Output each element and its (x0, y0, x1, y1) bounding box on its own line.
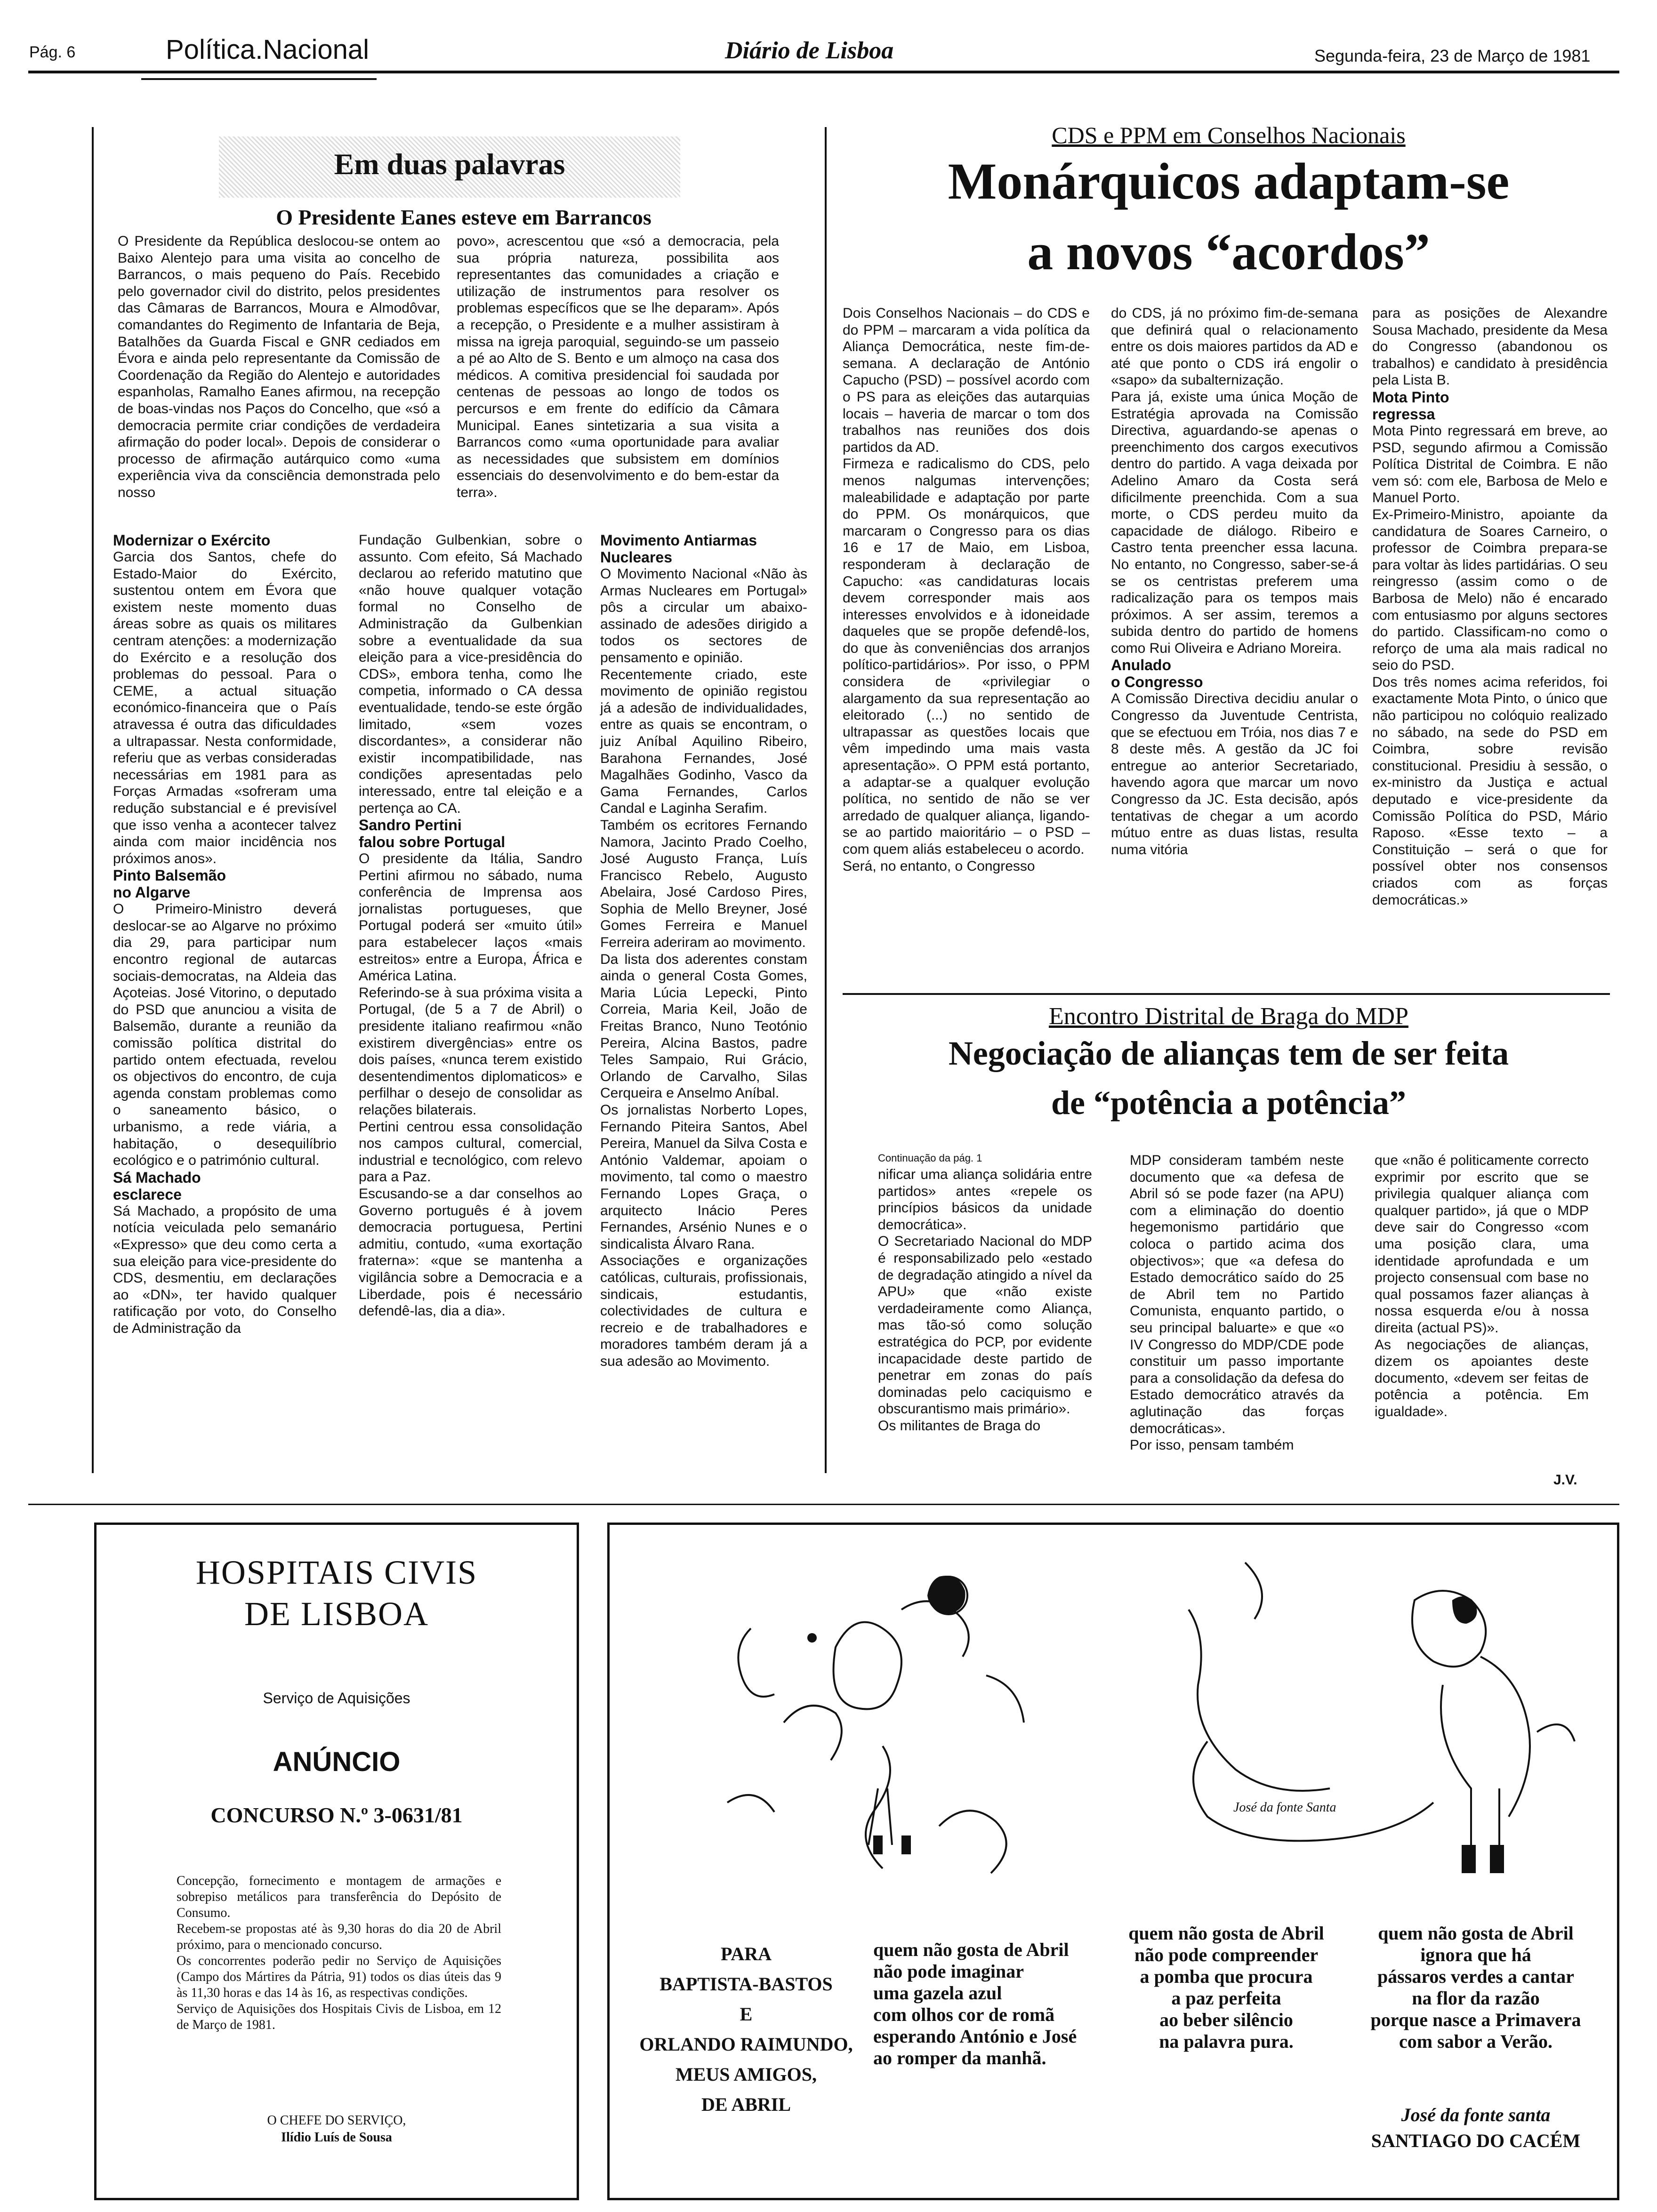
author-initials: J.V. (1553, 1472, 1577, 1488)
paragraph: A Comissão Directiva decidiu anular o Congresso da Juventude Centrista, que se efectuou em Tróia, nos dias 7 e 8 deste mês. A gestão da JC foi entregue ao anterior Secretariado, havendo agora que marcar um novo Congresso da JC. Esta decisão, após tentativas de chegar a um acordo mútuo entre as duas listas, resulta numa vitória (1111, 691, 1358, 858)
mdp-kicker: Encontro Distrital de Braga do MDP (1049, 1003, 1408, 1030)
article-headline: O Presidente Eanes esteve em Barrancos (276, 205, 652, 229)
drawing-signature: José da fonte Santa (1233, 1800, 1336, 1815)
cds-headline-line1: Monárquicos adaptam-se (948, 152, 1510, 210)
cds-column-1: Dois Conselhos Nacionais – do CDS e do PPM – marcaram a vida política da Aliança Democrática, neste fim-de-semana. A declaração de António Capucho (PSD) – possível acordo com o PS para as eleições das autarquias locais – haveria de marcar o tom dos trabalhos nas reuniões dos dois partidos da AD. Firmeza e radicalismo do CDS, pelo menos nalgumas intervenções; maleabilidade e adaptação por parte do PPM. Os monárquicos, que marcaram o Congresso para os dias 16 e 17 de Maio, em Lisboa, responderam à declaração de Capucho: «as candidaturas locais devem corresponder mais aos interesses envolvidos e à idoneidade daqueles que se propõe defendê-los, do que às conveniências dos arranjos político-partidários». Por isso, o PPM considera de «privilegiar o alargamento da sua representação ao eleitorado (...) no sentido de ultrapassar as questões locais que vêm impedindo uma mais vasta apresentação». O PPM está portanto, a adaptar-se a qualquer evolução política, no sentido de não se ver arredado de qualquer aliança, ligando-se ao partido maioritário – o PSD – com quem aliás estabeleceu o acordo. Será, no entanto, o Congresso (843, 305, 1090, 874)
intro-col2: povo», acrescentou que «só a democracia, pela sua própria natureza, possibilita aos representantes das comunidades a criação e utilização de instrumentos para resolver os problemas específicos que se lhe deparam». Após a recepção, o Presidente e a mulher assistiram à missa na igreja paroquial, seguindo-se um passeio a pé ao Alto de S. Bento e um almoço na casa dos médicos. A comitiva presidencial foi saudada por centenas de pessoas ao longo de todos os percursos e em frente do edifício da Câmara Municipal. Eanes sintetizaria a sua visita a Barrancos como «uma oportunidade para avaliar as necessidades que subsistem em domínios essenciais do desenvolvimento e do bem-estar da terra». (457, 233, 779, 500)
edp-frame-right (825, 127, 827, 1473)
poem-stanza-3: quem não gosta de Abril ignora que há pássaros verdes a cantar na flor da razão porque nasce a Primavera com sabor a Verão. (1370, 1923, 1581, 2052)
ad-signoff-title: O CHEFE DO SERVIÇO, (267, 2113, 406, 2128)
header-rule (28, 71, 1619, 73)
paragraph: para as posições de Alexandre Sousa Machado, presidente da Mesa do Congresso (abandonou os trabalhos) e candidato à presidência pela Lista B. (1372, 305, 1608, 388)
mdp-column-1: nificar uma aliança solidária entre partidos» antes «repele os princípios básicos da unidade democrática». O Secretariado Nacional do MDP é responsabilizado pelo «estado de degradação atingido a nível da APU» que «não existe verdadeiramente como Aliança, mas tão-só como solução estratégica do PCP, por evidente incapacidade deste partido de penetrar em zonas do país dominadas pelo caciquismo e obscurantismo mais primário». Os militantes de Braga do (878, 1167, 1092, 1434)
issue-date: Segunda-feira, 23 de Março de 1981 (1314, 46, 1591, 65)
edp-column-3 (600, 532, 807, 1370)
ad-body: Concepção, fornecimento e montagem de armações e sobrepiso metálicos para transferência do Depósito de Consumo. Recebem-se propostas até às 9,30 horas do dia 20 de Abril próximo, para o mencionado concurso. Os concorrentes poderão pedir no Serviço de Aquisições (Campo dos Mártires da Pátria, 91) todos os dias úteis das 9 às 11,30 horas e das 14 às 16, as respectivas condições. Serviço de Aquisições dos Hospitais Civis de Lisboa, em 12 de Março de 1981. (177, 1874, 501, 2032)
ad-title-line2: DE LISBOA (244, 1595, 429, 1633)
paragraph: Garcia dos Santos, chefe do Estado-Maior do Exército, sustentou ontem em Évora que existem neste momento duas áreas sobre as quais os militares centram atenções: a modernização do Exército e a resolução dos problemas do pessoal. Para o CEME, a actual situação económico-financeira que o País atravessa é outra das dificuldades a ultrapassar. Nesta conformidade, referiu que as verbas consideradas necessárias em 1981 para as Forças Armadas «sofreram uma redução substancial e é previsível que isso venha a acontecer talvez ainda com maior incidência nos próximos anos». (113, 549, 337, 866)
drawing-dancers (657, 1544, 1127, 1920)
poem-place: SANTIAGO DO CACÉM (1371, 2130, 1581, 2151)
poem-author: José da fonte santa (1401, 2104, 1551, 2125)
section-title: Política.Nacional (166, 34, 369, 65)
subheading: Anulado o Congresso (1111, 657, 1203, 691)
ad-service: Serviço de Aquisições (263, 1690, 410, 1707)
poem-stanza-1: quem não gosta de Abril não pode imaginar uma gazela azul com olhos cor de romã esperando António e José ao romper da manhã. (873, 1939, 1077, 2068)
paragraph: Mota Pinto regressará em breve, ao PSD, segundo afirmou a Comissão Política Distrital de Coimbra. E não vem só: com ele, Barbosa de Melo e Manuel Porto. Ex-Primeiro-Ministro, apoiante da candidatura de Soares Carneiro, o professor de Coimbra prepara-se para voltar às lides partidárias. O seu reingresso (assim como o de Barbosa de Melo) não é encarado com entusiasmo por alguns sectores do partido. Classificam-no como o reforço de uma ala mais radical no seio do PSD. Dos três nomes acima referidos, foi exactamente Mota Pinto, o único que não participou no colóquio realizado no sábado, na sede do PSD em Coimbra, sobre revisão constitucional. Presidiu à sessão, o ex-ministro da Justiça e actual deputado e vice-presidente da Comissão Política do PSD, Mário Raposo. «Esse texto – a Constituição – será o que for possível obter nos consensos criados com as forças democráticas.» (1372, 423, 1608, 908)
poem-dedication: PARA BAPTISTA-BASTOS E ORLANDO RAIMUNDO, MEUS AMIGOS, DE ABRIL (639, 1943, 853, 2115)
cds-headline-line2: a novos “acordos” (1027, 223, 1430, 281)
masthead: Diário de Lisboa (725, 37, 894, 64)
paragraph: O Movimento Nacional «Não às Armas Nucleares em Portugal» pôs a circular um abaixo-assinado de adesões dirigido a todos os sectores de pensamento e opinião. Recentemente criado, este movimento de opinião registou já a adesão de individualidades, entre as quais se encontram, o juiz Aníbal Aquilino Ribeiro, Barahona Fernandes, José Magalhães Godinho, Vasco da Gama Fernandes, Carlos Candal e Laginha Serafim. Também os ecritores Fernando Namora, Jacinto Prado Coelho, José Augusto França, Luís Francisco Rebelo, Augusto Abelaira, José Cardoso Pires, Sophia de Mello Breyner, José Gomes Ferreira e Manuel Ferreira aderiram ao movimento. Da lista dos aderentes constam ainda o general Costa Gomes, Maria Lúcia Lepecki, Pinto Correia, Maria Keil, João de Freitas Branco, Nuno Teotónio Pereira, Alcina Bastos, padre Teles Sampaio, Rui Grácio, Orlando de Carvalho, Silas Cerqueira e Anselmo Aníbal. Os jornalistas Norberto Lopes, Fernando Piteira Santos, Abel Pereira, Manuel da Silva Costa e António Valdemar, apoiam o movimento, tal como o maestro Fernando Lopes Graça, o arquitecto Inácio Peres Fernandes, Arsénio Nunes e o sindicalista Álvaro Rana. Associações e organizações católicas, culturais, profissionais, sindicais, estudantis, colectividades de cultura e recreio e de trabalhadores e moradores também deram já a sua adesão ao Movimento. (600, 566, 807, 1369)
continuation-note: Continuação da pág. 1 (878, 1152, 982, 1164)
paragraph: O presidente da Itália, Sandro Pertini afirmou no sábado, numa conferência de Imprensa aos jornalistas portugueses, que Portugal poderá ser «muito útil» para estabelecer laços «mais estreitos» entre a Europa, África e América Latina. Referindo-se à sua próxima visita a Portugal, (de 5 a 7 de Abril) o presidente italiano reafirmou «não existirem divergências» entre os dois países, «nunca terem existido desentendimentos diplomaticos» e perfilhar o desejo de consolidar as relações bilaterais. Pertini centrou essa consolidação nos campos cultural, comercial, industrial e tecnológico, com relevo para a Paz. Escusando-se a dar conselhos ao Governo português é à jovem democracia portuguesa, Pertini admitiu, contudo, «uma exortação fraterna»: «que se mantenha a vigilância sobre a Democracia e a Liberdade, pois é necessário defendê-las, dia a dia». (359, 851, 582, 1319)
cds-column-2 (1111, 305, 1358, 858)
intro-col1: O Presidente da República deslocou-se ontem ao Baixo Alentejo para uma visita ao concelho de Barrancos, o mais pequeno do País. Recebido pelo governador civil do distrito, pelos presidentes das Câmaras de Barrancos, Moura e Almodôvar, comandantes do Regimento de Infantaria de Beja, Batalhões da Guarda Fiscal e GNR cediados em Évora e ainda pelo representante da Comissão de Coordenação da Região do Alentejo e autoridades espanholas, Ramalho Eanes afirmou, na recepção de boas-vindas nos Paços do Concelho, que «só a democracia permite criar condições de verdadeira afirmação do poder local». Depois de considerar o processo de afirmação autárquico como «uma experiência viva da consciência demonstrada pelo nosso (118, 233, 440, 500)
paragraph: do CDS, já no próximo fim-de-semana que definirá qual o relacionamento entre os dois maiores partidos da AD e até que ponto o CDS irá engolir o «sapo» da subalternização. Para já, existe uma única Moção de Estratégia aprovada na Comissão Directiva, aguardando-se apenas o preenchimento dos cargos executivos dentro do partido. A vaga deixada por Adelino Amaro da Costa será dificilmente preenchida. Com a sua morte, o CDS perdeu muito da capacidade de diálogo. Ribeiro e Castro tenta preencher essa lacuna. No entanto, no Congresso, saber-se-á se os centristas preferem uma radicalização para os tempos mais próximos. A ser assim, teremos a subida dentro do partido de homens como Rui Oliveira e Adriano Moreira. (1111, 305, 1358, 656)
ad-signoff-name: Ilídio Luís de Sousa (281, 2130, 392, 2145)
cds-bottom-rule (843, 993, 1610, 995)
header-underline (141, 78, 377, 80)
subheading: Mota Pinto regressa (1372, 388, 1449, 423)
cds-column-3 (1372, 305, 1608, 908)
cds-kicker: CDS e PPM em Conselhos Nacionais (1052, 122, 1406, 148)
edp-column-2 (359, 532, 582, 1320)
paragraph: O Primeiro-Ministro deverá deslocar-se ao Algarve no próximo dia 29, para participar num encontro regional de autarcas sociais-democratas, na Aldeia das Açoteias. José Vitorino, o deputado do PSD que anunciou a visita de Balsemão, durante a reunião da comissão política distrital do partido ontem efectuada, revelou os objectivos do encontro, de cuja agenda constam problemas como o saneamento básico, o urbanismo, a rede viária, a habitação, o desequilíbrio ecológico e o património cultural. (113, 901, 337, 1169)
edp-column-1 (113, 532, 337, 1337)
page-divider (28, 1504, 1619, 1505)
mdp-headline-line1: Negociação de alianças tem de ser feita (948, 1034, 1509, 1072)
subheading: Movimento Antiarmas Nucleares (600, 532, 757, 566)
hospitais-ad-box (94, 1523, 579, 2200)
ad-title-line1: HOSPITAIS CIVIS (195, 1554, 478, 1591)
mdp-column-3: que «não é politicamente correcto exprimir por escrito que se privilegia qualquer aliança com qualquer partido», já que o MDP deve sair do Congresso «com uma posição clara, uma identidade aprofundada e um projecto consensual com base no qual possamos fazer alianças à nossa esquerda e/ou à nossa direita (actual PS)». As negociações de alianças, dizem os apoiantes deste documento, «devem ser feitas de potência a potência. Em igualdade». (1375, 1153, 1589, 1419)
mdp-column-2: MDP consideram também neste documento que «a defesa de Abril só se pode fazer (na APU) com a eliminação do doentio hegemonismo partidário que coloca o partido acima dos objectivos»; que «a defesa do Estado democrático saído do 25 de Abril tem no Partido Comunista, enquanto partido, o seu principal baluarte» e que «o IV Congresso do MDP/CDE pode constituir um passo importante para a consolidação da defesa do Estado democrático através da aglutinação das forças democráticas». Por isso, pensam também (1130, 1153, 1344, 1453)
page-number: Pág. 6 (29, 43, 76, 61)
poem-box (607, 1523, 1619, 2200)
edp-frame-left (92, 127, 94, 1473)
paragraph: Fundação Gulbenkian, sobre o assunto. Com efeito, Sá Machado declarou ao referido matutino que «não houve qualquer votação formal no Conselho de Administração da Gulbenkian sobre a eventualidade da sua eleição para a vice-presidência do CDS», embora tenha, como lhe competia, informado o CA dessa eventualidade, tendo-se este órgão limitado, «sem vozes discordantes», a considerar não existir incompatibilidade, nas condições apresentadas pelo interessado, entre tal eleição e a pertença ao CA. (359, 532, 582, 816)
subheading: Sandro Pertini falou sobre Portugal (359, 817, 506, 851)
subheading: Sá Machado esclarece (113, 1169, 201, 1203)
mdp-headline-line2: de “potência a potência” (1051, 1084, 1406, 1122)
drawing-cat-and-dove (1151, 1544, 1603, 1920)
ad-concurso: CONCURSO N.º 3-0631/81 (210, 1803, 463, 1827)
subheading: Pinto Balsemão no Algarve (113, 867, 226, 901)
subheading: Modernizar o Exército (113, 532, 271, 549)
section-title: Em duas palavras (334, 147, 565, 181)
paragraph: Sá Machado, a propósito de uma notícia veiculada pelo semanário «Expresso» que deu como certa a sua eleição para vice-presidente do CDS, desmentiu, em declarações ao «DN», ter havido qualquer ratificação por voto, do Conselho de Administração da (113, 1203, 337, 1336)
poem-stanza-2: quem não gosta de Abril não pode compreender a pomba que procura a paz perfeita ao beber silêncio na palavra pura. (1128, 1923, 1324, 2052)
ad-anuncio: ANÚNCIO (273, 1747, 401, 1777)
